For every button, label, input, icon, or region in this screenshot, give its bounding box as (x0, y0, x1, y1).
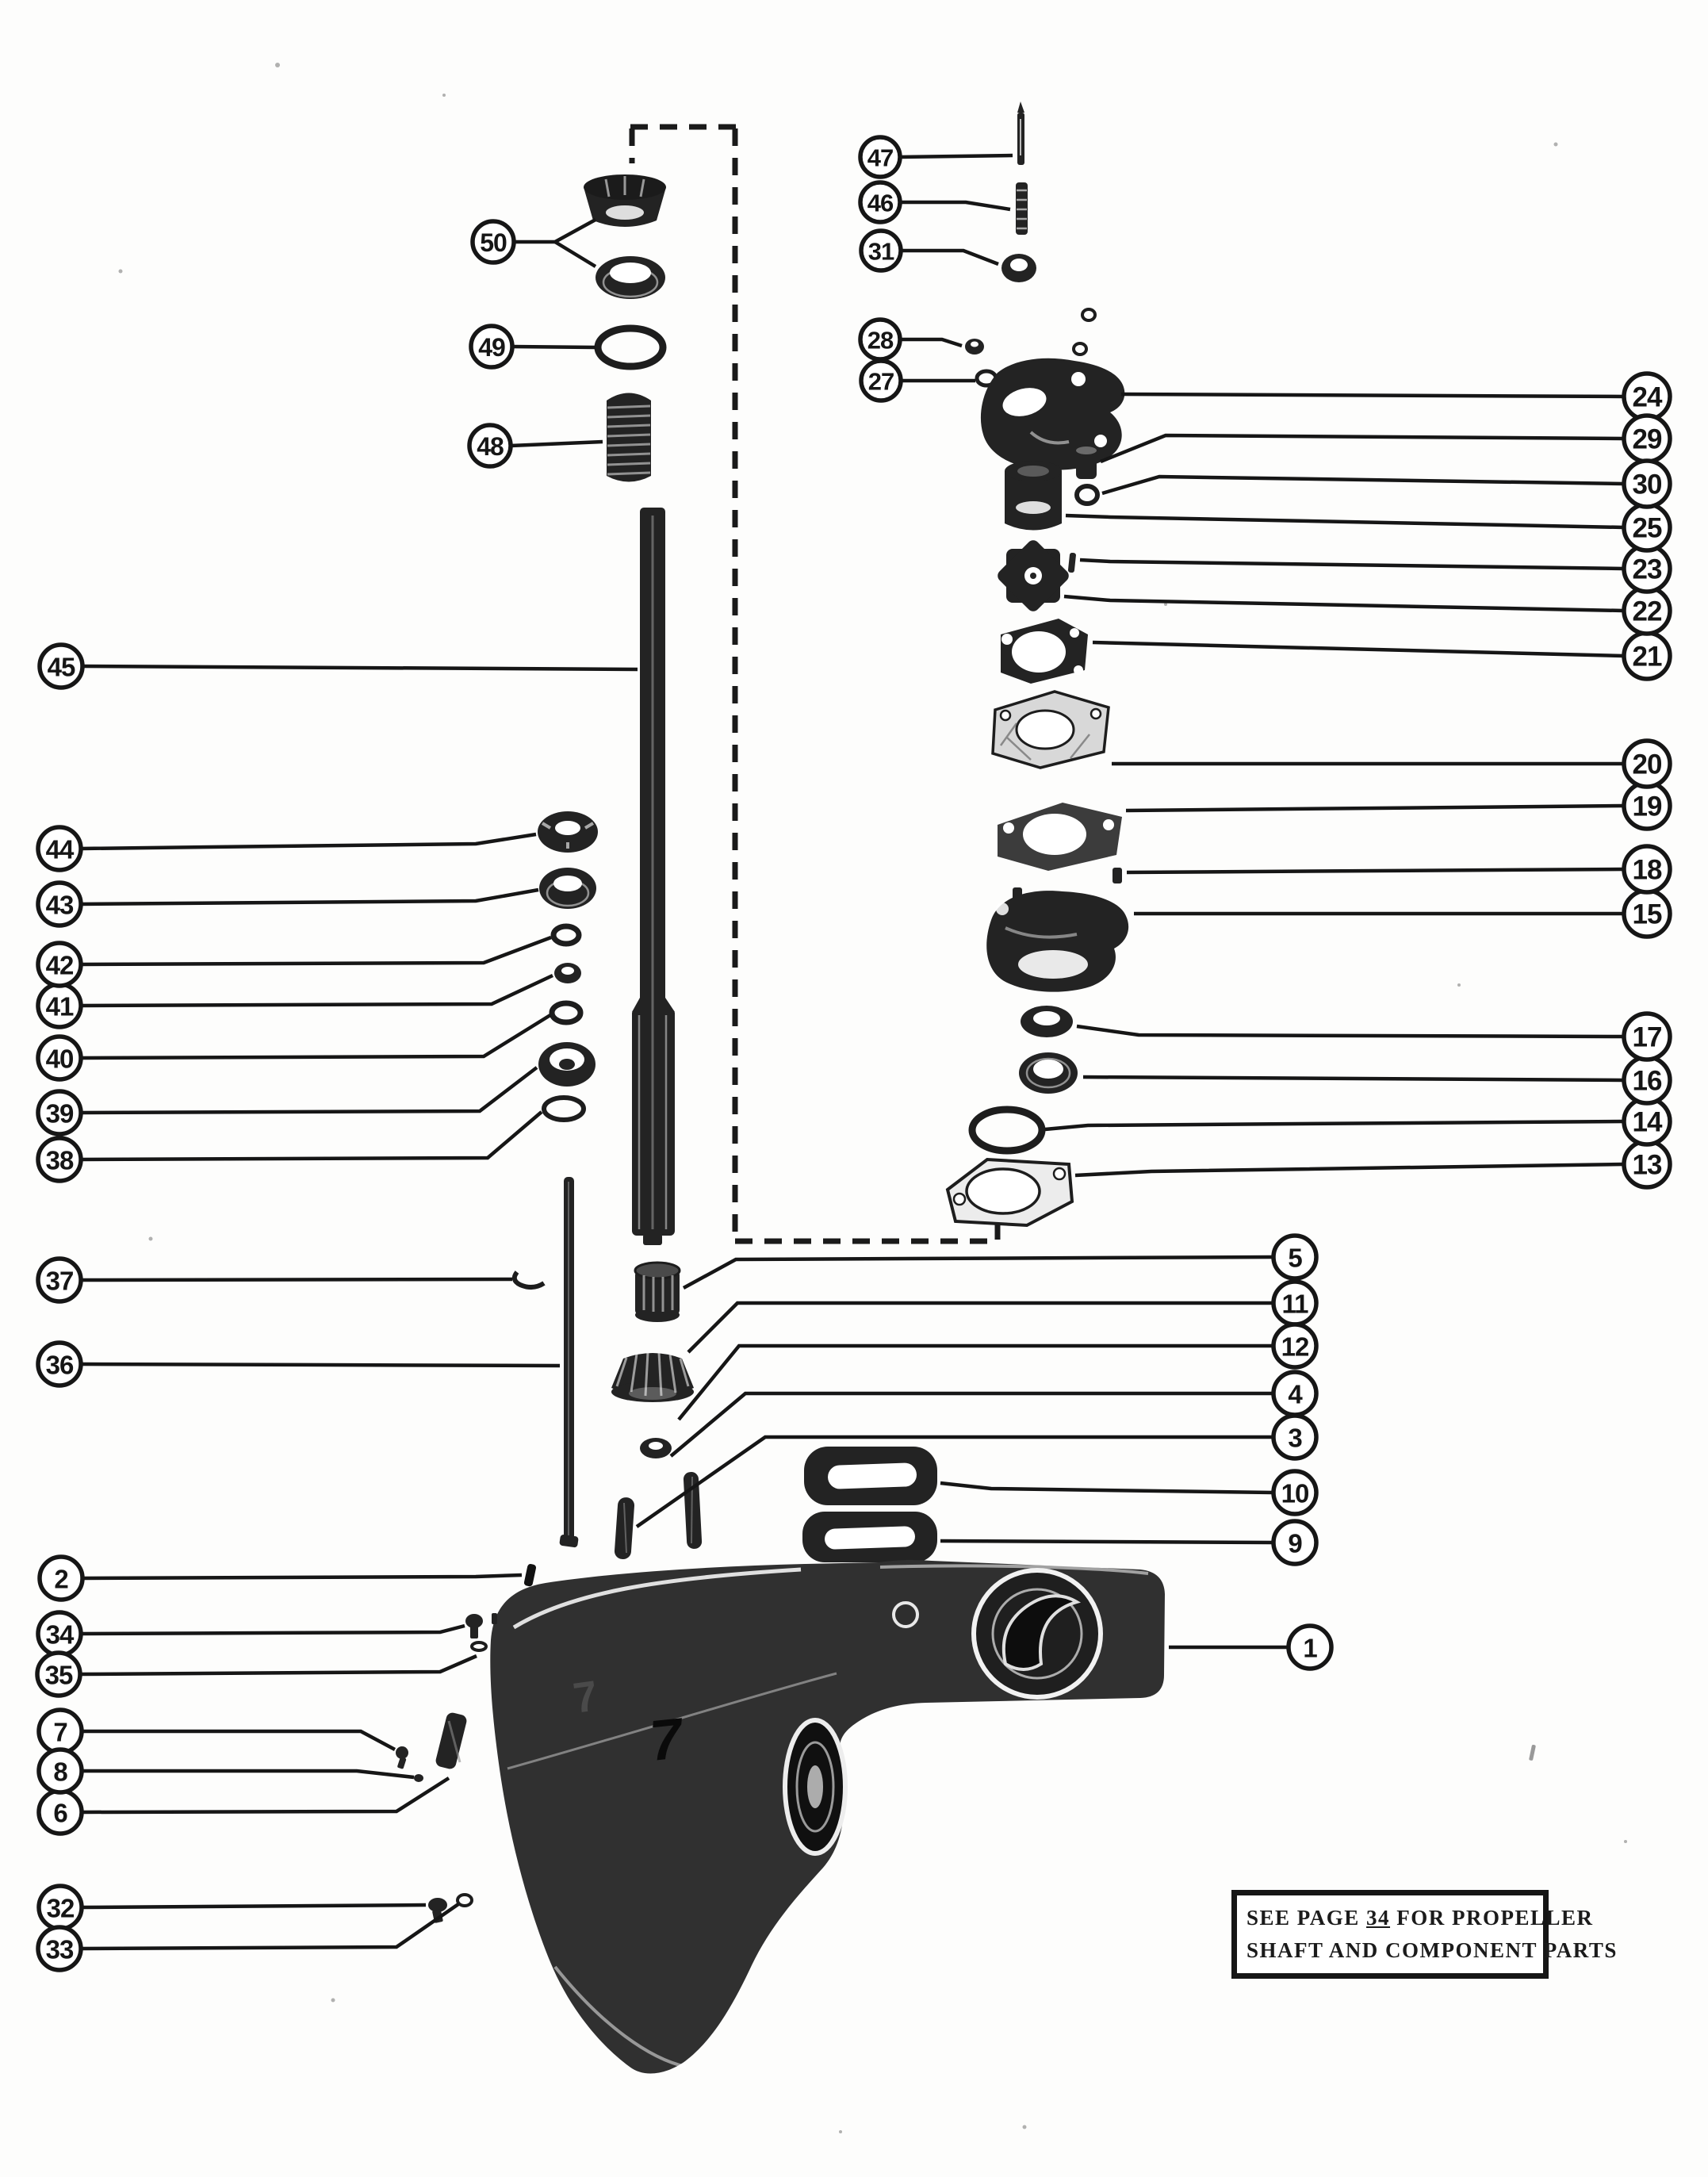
svg-text:22: 22 (1632, 596, 1662, 627)
leader-28 (900, 339, 962, 346)
o-ring-part-49 (598, 328, 663, 366)
svg-text:49: 49 (478, 333, 505, 362)
svg-text:28: 28 (867, 326, 894, 355)
callout-44 (38, 827, 81, 870)
svg-text:39: 39 (45, 1098, 74, 1129)
svg-text:6: 6 (53, 1798, 67, 1828)
svg-text:43: 43 (45, 890, 74, 920)
svg-text:41: 41 (45, 991, 74, 1021)
impeller-cup-part-25 (1005, 461, 1062, 531)
o-ring-part-14 (972, 1110, 1042, 1151)
leader-42 (81, 937, 551, 964)
leader-13 (1075, 1164, 1624, 1175)
gasket-part-19 (998, 803, 1122, 871)
washer-part-40 (552, 1003, 580, 1022)
callout-3 (1273, 1416, 1316, 1458)
callout-17 (1624, 1014, 1670, 1060)
leader-4 (671, 1393, 1273, 1456)
svg-text:1: 1 (1303, 1633, 1317, 1663)
leader-9 (940, 1541, 1273, 1543)
callout-8 (39, 1750, 82, 1792)
svg-text:16: 16 (1632, 1065, 1662, 1097)
svg-text:17: 17 (1632, 1021, 1662, 1053)
flange-hole (894, 1603, 917, 1627)
washer-part-35 (472, 1642, 486, 1650)
pin-part-47 (1017, 102, 1024, 165)
leader-38 (81, 1112, 542, 1159)
leader-24 (1121, 394, 1624, 397)
svg-text:47: 47 (867, 144, 894, 172)
leader-46 (900, 202, 1010, 209)
callout-12 (1273, 1324, 1316, 1367)
callout-16 (1624, 1057, 1670, 1103)
retainer-part-44 (538, 811, 598, 853)
svg-text:34: 34 (45, 1619, 74, 1650)
gasket-part-13 (948, 1159, 1072, 1225)
seal-ring-part-31 (1001, 254, 1036, 282)
callout-27 (861, 361, 901, 401)
bearing-assembly-part-39 (538, 1042, 596, 1087)
svg-text:24: 24 (1632, 381, 1662, 413)
svg-text:36: 36 (45, 1350, 74, 1380)
callout-41 (38, 984, 81, 1027)
leader-19 (1126, 806, 1624, 811)
svg-text:50: 50 (480, 228, 507, 257)
callout-11 (1273, 1282, 1316, 1324)
svg-text:38: 38 (45, 1145, 74, 1175)
nut-part-41 (554, 963, 581, 983)
svg-text:15: 15 (1632, 899, 1662, 930)
svg-text:8: 8 (53, 1757, 67, 1787)
leader-30 (1102, 477, 1624, 493)
callout-1 (1289, 1626, 1331, 1669)
leader-50 (555, 242, 596, 266)
callout-4 (1273, 1372, 1316, 1415)
pinion-gear-part (611, 1352, 694, 1402)
nut-part-28 (965, 339, 984, 355)
leader-7 (82, 1731, 395, 1750)
svg-text:20: 20 (1632, 749, 1662, 780)
washer-part-4 (640, 1438, 672, 1458)
impeller-key-part-23 (1068, 553, 1077, 573)
callout-40 (38, 1037, 81, 1079)
callout-36 (38, 1343, 81, 1386)
svg-text:7: 7 (53, 1717, 67, 1747)
bearing-cup-part-50 (584, 174, 666, 227)
svg-text:40: 40 (45, 1044, 74, 1074)
pin-part-46 (1016, 182, 1028, 235)
grommet-part-9 (802, 1512, 937, 1562)
callout-10 (1273, 1471, 1316, 1514)
bearing-part-5 (635, 1263, 680, 1322)
leader-2 (82, 1575, 522, 1578)
callout-46 (860, 182, 900, 222)
pump-plate-part-21 (1001, 619, 1088, 684)
callout-18 (1624, 846, 1670, 892)
leader-10 (940, 1483, 1273, 1493)
leader-8 (82, 1771, 414, 1777)
washer-part-42 (553, 926, 579, 944)
svg-text:32: 32 (46, 1893, 75, 1923)
callout-39 (38, 1091, 81, 1134)
leader-18 (1127, 869, 1624, 872)
seal-part-30 (1077, 486, 1097, 504)
gear-housing-part-1 (490, 1560, 1165, 2074)
leader-12 (679, 1346, 1273, 1420)
leader-37 (81, 1279, 512, 1280)
svg-text:31: 31 (867, 237, 894, 266)
callout-22 (1624, 588, 1670, 634)
callout-48 (469, 425, 511, 466)
leader-44 (81, 834, 536, 849)
callout-37 (38, 1259, 81, 1301)
svg-text:46: 46 (867, 189, 894, 217)
callout-42 (38, 943, 81, 986)
threaded-sleeve-part-48 (607, 393, 651, 482)
svg-text:4: 4 (1288, 1379, 1302, 1409)
dashed-boundary (630, 127, 998, 1241)
svg-text:48: 48 (477, 432, 504, 461)
housing-stamp: 7 (570, 1672, 601, 1723)
note-line-1: SEE PAGE 34 FOR PROPELLER (1247, 1906, 1594, 1930)
grommet-part-10 (804, 1447, 937, 1505)
callout-20 (1624, 741, 1670, 787)
pin-part-8 (414, 1774, 423, 1782)
screw-part-2 (523, 1563, 537, 1587)
callout-24 (1624, 374, 1670, 420)
callout-35 (37, 1653, 80, 1696)
housing-stamp-dark: 7 (646, 1707, 686, 1773)
underlined-page-number: 34 (1366, 1906, 1391, 1930)
leader-23 (1080, 560, 1624, 569)
callout-5 (1273, 1236, 1316, 1278)
dowel-pins-part-3 (614, 1472, 702, 1560)
svg-text:29: 29 (1632, 424, 1662, 455)
callout-2 (40, 1557, 82, 1600)
svg-text:42: 42 (45, 950, 74, 980)
screw-part-7 (396, 1746, 408, 1769)
svg-text:13: 13 (1632, 1149, 1662, 1181)
svg-text:3: 3 (1288, 1423, 1302, 1453)
pump-base-part-15 (986, 891, 1128, 992)
svg-text:18: 18 (1632, 854, 1662, 886)
svg-text:33: 33 (45, 1934, 74, 1964)
leader-16 (1083, 1077, 1624, 1080)
svg-text:9: 9 (1288, 1528, 1302, 1558)
callout-21 (1624, 633, 1670, 679)
callout-31 (861, 231, 901, 270)
leader-22 (1064, 596, 1624, 611)
bearing-cone-part-50 (596, 256, 665, 299)
svg-text:25: 25 (1632, 512, 1662, 544)
svg-text:5: 5 (1288, 1243, 1302, 1273)
bushing-part-29 (1076, 447, 1097, 479)
svg-text:45: 45 (47, 652, 75, 682)
callout-49 (471, 326, 512, 367)
callout-28 (860, 320, 900, 359)
leader-45 (82, 666, 638, 669)
callout-45 (40, 645, 82, 688)
leader-29 (1101, 435, 1624, 462)
gasket-part-20 (993, 692, 1109, 768)
note-box (1231, 1890, 1618, 1979)
leader-40 (81, 1015, 550, 1058)
callout-25 (1624, 504, 1670, 550)
svg-text:21: 21 (1632, 641, 1662, 673)
leader-33 (81, 1904, 458, 1949)
pump-housing-part-24 (981, 358, 1124, 470)
callout-47 (860, 137, 900, 177)
leader-34 (81, 1626, 465, 1634)
leader-5 (684, 1257, 1273, 1288)
callout-9 (1273, 1521, 1316, 1564)
callout-19 (1624, 783, 1670, 829)
impeller-part-22 (995, 538, 1071, 614)
washer-part-33 (458, 1895, 472, 1906)
leader-39 (81, 1067, 537, 1113)
leader-3 (637, 1437, 1273, 1527)
callout-30 (1624, 461, 1670, 507)
leader-25 (1066, 516, 1624, 527)
small-rings (1074, 309, 1095, 355)
oil-seal-part-17 (1021, 1006, 1073, 1037)
leader-36 (81, 1364, 560, 1366)
svg-text:2: 2 (54, 1564, 68, 1594)
callout-43 (38, 883, 81, 926)
callout-34 (38, 1612, 81, 1655)
leader-48 (511, 442, 603, 446)
shift-rod-part-36 (559, 1177, 579, 1548)
leader-41 (81, 975, 553, 1006)
svg-text:12: 12 (1281, 1332, 1309, 1362)
callout-13 (1624, 1141, 1670, 1187)
svg-text:37: 37 (45, 1266, 74, 1296)
leader-47 (900, 155, 1013, 157)
leader-35 (80, 1656, 477, 1674)
svg-text:14: 14 (1632, 1106, 1662, 1138)
anode-bracket-part-6 (435, 1711, 468, 1770)
clip-part-37 (515, 1272, 544, 1287)
svg-text:30: 30 (1632, 469, 1662, 500)
callout-32 (39, 1886, 82, 1929)
svg-text:10: 10 (1281, 1478, 1309, 1508)
svg-text:27: 27 (867, 367, 894, 396)
svg-text:44: 44 (45, 834, 74, 864)
callout-50 (473, 221, 514, 263)
leader-31 (901, 251, 998, 264)
leader-17 (1077, 1026, 1624, 1037)
callout-7 (39, 1710, 82, 1753)
callout-6 (39, 1791, 82, 1834)
leader-32 (82, 1905, 426, 1907)
svg-text:23: 23 (1632, 554, 1662, 585)
driveshaft-part-45 (632, 508, 675, 1245)
note-line-2: SHAFT AND COMPONENT PARTS (1247, 1938, 1618, 1962)
svg-text:35: 35 (44, 1660, 73, 1690)
leader-6 (82, 1778, 449, 1812)
callout-38 (38, 1138, 81, 1181)
leader-43 (81, 890, 538, 904)
callout-29 (1624, 416, 1670, 462)
bearing-part-43 (539, 868, 596, 909)
svg-text:11: 11 (1281, 1289, 1308, 1319)
leader-50 (514, 220, 596, 242)
o-ring-part-38 (544, 1098, 584, 1120)
bearing-part-16 (1019, 1052, 1078, 1094)
svg-text:19: 19 (1632, 791, 1662, 822)
leader-21 (1093, 642, 1624, 656)
leader-14 (1045, 1121, 1624, 1129)
callout-33 (38, 1927, 81, 1970)
callout-15 (1624, 891, 1670, 937)
